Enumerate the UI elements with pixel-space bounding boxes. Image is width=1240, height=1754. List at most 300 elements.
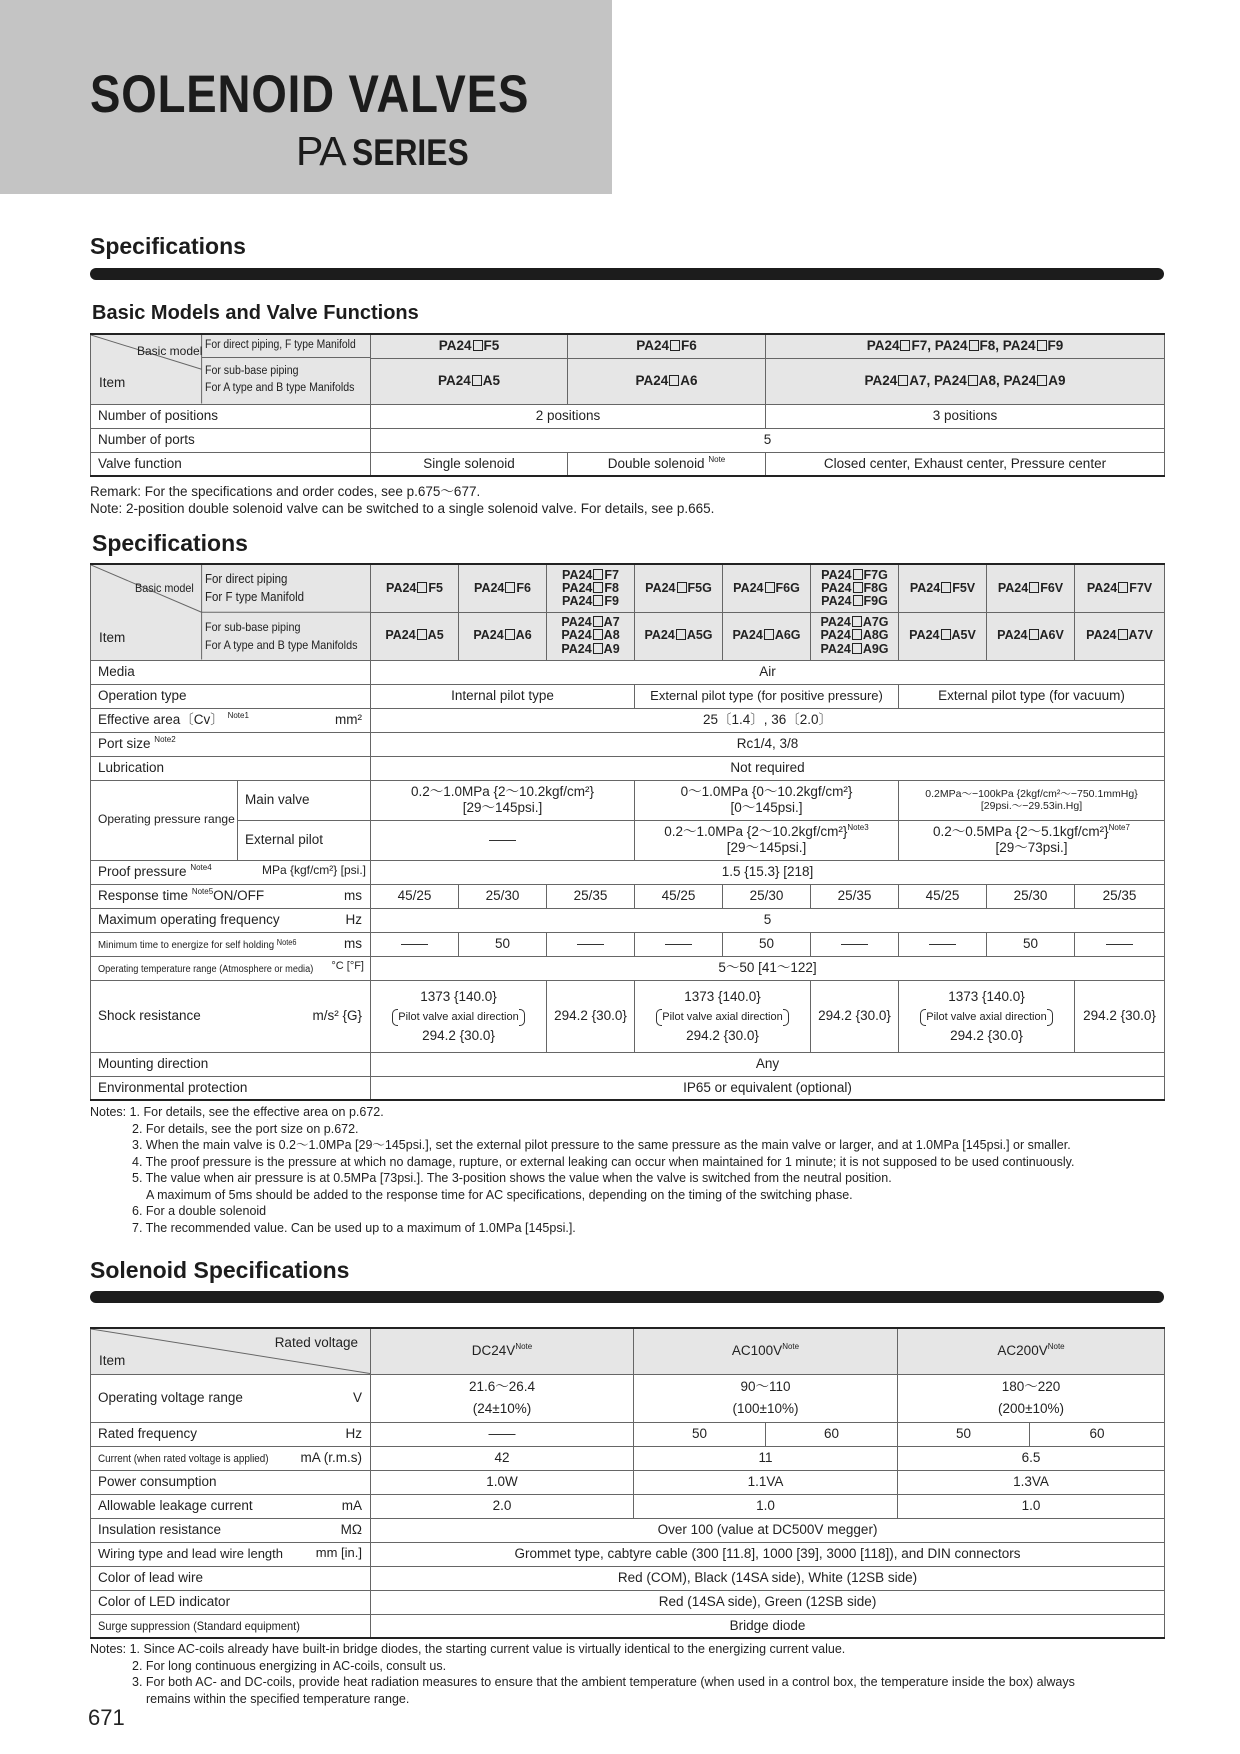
cell-value <box>899 780 1165 820</box>
freq-label: Maximum operating frequency <box>98 912 280 928</box>
item-label: Item <box>99 1353 126 1368</box>
cell-value: 25/30 <box>459 884 547 908</box>
cell-value: 45/25 <box>899 884 987 908</box>
table-row <box>91 732 1165 756</box>
value-line: 21.6～26.4 <box>468 1379 536 1395</box>
model-suffix: F7, PA24 <box>911 338 968 354</box>
section-bar <box>90 1291 1164 1303</box>
cell-value: 1.0 <box>634 1494 898 1518</box>
row-label <box>91 1494 371 1518</box>
cell-value: External pilot type (for positive pressure) <box>635 684 899 708</box>
series-title <box>296 128 487 175</box>
model-f6 <box>568 334 766 358</box>
note-line: 2. For details, see the port size on p.672. <box>132 1121 359 1136</box>
table-row <box>91 684 1165 708</box>
direct-piping-label <box>205 571 304 606</box>
blank-box-icon <box>852 643 862 654</box>
cell-value <box>634 1374 898 1422</box>
pa24-prefix: PA24 <box>1086 580 1118 595</box>
model-a5g <box>635 612 723 660</box>
pa24-prefix: PA24 <box>732 628 763 643</box>
model-suffix: F7 <box>604 567 619 582</box>
model-f6v <box>987 564 1075 612</box>
note-ref: Note6 <box>276 938 297 948</box>
unit: mA (r.m.s) <box>300 1450 362 1466</box>
cell-value: Any <box>371 1052 1165 1076</box>
model-suffix: F5G <box>687 580 712 595</box>
cell-value: 50 <box>459 932 547 956</box>
spec-notes <box>90 1104 1074 1236</box>
table-row <box>91 884 1165 908</box>
blank-box-icon <box>765 582 775 593</box>
model-suffix: A5G <box>686 628 713 643</box>
model-a6 <box>459 612 547 660</box>
cell-value <box>635 980 811 1052</box>
blank-box-icon <box>593 569 603 580</box>
model-a6 <box>568 358 766 404</box>
blank-box-icon <box>669 375 679 386</box>
axial-bracket: Pilot valve axial direction <box>392 1011 524 1024</box>
model-suffix: A5 <box>427 628 444 643</box>
blank-box-icon <box>670 340 680 351</box>
model-a5v <box>899 612 987 660</box>
row-label: Environmental protection <box>91 1076 371 1100</box>
note-line: Notes: 1. Since AC-coils already have built-in bridge diodes, the starting current value is virtually identical to the energizing current value. <box>90 1642 846 1656</box>
unit: Hz <box>345 912 362 928</box>
pa24-prefix: PA24 <box>385 628 416 643</box>
model-f7-f9 <box>547 564 635 612</box>
blank-box-icon <box>1118 629 1128 640</box>
blank-box-icon <box>968 375 978 386</box>
model-suffix: F5 <box>483 338 500 354</box>
page-number: 671 <box>88 1705 125 1730</box>
value-line: [29～145psi.] <box>726 840 807 855</box>
section-solenoid-specifications: Solenoid Specifications <box>90 1257 350 1283</box>
row-label <box>91 980 371 1052</box>
pa24-prefix: PA24 <box>636 338 669 354</box>
unit: mm [in.] <box>315 1545 362 1561</box>
cell-value: —— <box>371 1422 634 1446</box>
table-row <box>91 1614 1165 1638</box>
port-label: Port size <box>98 736 151 752</box>
model-suffix: F8, PA24 <box>979 338 1036 354</box>
basic-models-table <box>90 333 1165 477</box>
model-suffix: A6V <box>1039 628 1064 643</box>
cell-value: 5 <box>371 908 1165 932</box>
cell-value: 294.2 {30.0} <box>811 980 899 1052</box>
cell-value: Air <box>371 660 1165 684</box>
model-suffix: A8 <box>603 628 620 643</box>
cell-value: 1.0 <box>898 1494 1165 1518</box>
series-name: PA <box>296 128 346 174</box>
model-a6v <box>987 612 1075 660</box>
remark-line: Remark: For the specifications and order codes, see p.675～677. <box>90 484 481 499</box>
axial-bracket: Pilot valve axial direction <box>920 1011 1052 1024</box>
cell-value <box>635 780 899 820</box>
pa24-prefix: PA24 <box>474 580 505 595</box>
minhold-wrap <box>98 939 296 951</box>
model-a7g-a9g <box>811 612 899 660</box>
freq-label: Rated frequency <box>98 1426 198 1442</box>
model-f5 <box>371 564 459 612</box>
row-label: Power consumption <box>91 1470 371 1494</box>
cell-value <box>898 1374 1165 1422</box>
cell-value <box>371 780 635 820</box>
blank-box-icon <box>852 616 862 627</box>
note-line: 3. When the main valve is 0.2～1.0MPa [29～145psi.], set the external pilot pressure to the same pressure as the main valve or larger, and at 1.0MPa [145psi.] or smaller. <box>132 1138 1071 1152</box>
table-corner-header <box>91 1328 371 1374</box>
cell-value: IP65 or equivalent (optional) <box>371 1076 1165 1100</box>
value-line: [29psi.～−29.53in.Hg] <box>980 800 1083 812</box>
note-ref: Note5 <box>191 887 214 897</box>
note-line: 5. The value when air pressure is at 0.5MPa [73psi.]. The 3-position shows the value when the valve is switched from the neutral position. <box>132 1171 892 1185</box>
cell-value: Red (COM), Black (14SA side), White (12SB side) <box>371 1566 1165 1590</box>
pa24-prefix: PA24 <box>437 373 471 389</box>
table-row <box>91 1422 1165 1446</box>
model-suffix: A6G <box>774 628 801 643</box>
note-ref: Note3 <box>847 823 869 833</box>
note-ref: Note <box>708 454 726 464</box>
table-row <box>91 1590 1165 1614</box>
resp-label: Response time <box>98 888 189 904</box>
model-suffix: F9 <box>1047 338 1064 354</box>
row-label <box>91 908 371 932</box>
cell-value: External pilot type (for vacuum) <box>899 684 1165 708</box>
table-row <box>91 756 1165 780</box>
pa24-prefix: PA24 <box>866 338 900 354</box>
table-row <box>91 1076 1165 1100</box>
model-a6g <box>723 612 811 660</box>
col-dc24v <box>371 1328 634 1374</box>
table-row <box>91 1052 1165 1076</box>
row-label: Operation type <box>91 684 371 708</box>
pa24-prefix: PA24 <box>644 628 675 643</box>
pa24-prefix: PA24 <box>1086 628 1117 643</box>
pa24-prefix: PA24 <box>473 628 504 643</box>
cell-value: —— <box>371 820 635 860</box>
note-ref: Note4 <box>190 863 212 873</box>
pa24-prefix: PA24 <box>820 641 851 656</box>
blank-box-icon <box>1037 375 1047 386</box>
note-line: A maximum of 5ms should be added to the response time for AC specifications, depending on the timing of the switching phase. <box>146 1187 853 1202</box>
series-word: SERIES <box>351 132 469 173</box>
blank-box-icon <box>676 629 686 640</box>
row-label <box>91 956 371 980</box>
cell-value: Rc1/4, 3/8 <box>371 732 1165 756</box>
pa24-prefix: PA24 <box>635 373 669 389</box>
model-a7-a9 <box>766 358 1165 404</box>
blank-box-icon <box>853 569 863 580</box>
value-line: 0.2～0.5MPa {2～5.1kgf/cm²} <box>933 824 1109 840</box>
cell-value: 1.3VA <box>898 1470 1165 1494</box>
model-f7v <box>1075 564 1165 612</box>
pa24-prefix: PA24 <box>864 373 898 389</box>
pa24-prefix: PA24 <box>997 580 1029 595</box>
row-label: Number of ports <box>91 428 371 452</box>
row-label <box>91 860 371 884</box>
row-label: Lubrication <box>91 756 371 780</box>
minhold-label: Minimum time to energize for self holding <box>98 939 275 952</box>
model-suffix: A9 <box>603 641 620 656</box>
blank-box-icon <box>677 582 687 593</box>
cell-value: —— <box>371 932 459 956</box>
subbase-label <box>205 618 357 654</box>
table-row <box>91 1446 1165 1470</box>
note-line: remains within the specified temperature range. <box>146 1691 410 1706</box>
col-ac100v <box>634 1328 898 1374</box>
model-suffix: A7, PA24 <box>909 373 967 389</box>
subsection-basic-models: Basic Models and Valve Functions <box>92 302 419 324</box>
subbase-label-2: For A type and B type Manifolds <box>205 638 358 652</box>
cell-value: 5 <box>371 428 1165 452</box>
model-f5 <box>371 334 568 358</box>
pa24-prefix: PA24 <box>821 580 852 595</box>
pa24-prefix: PA24 <box>821 567 852 582</box>
solenoid-notes <box>90 1641 1075 1707</box>
model-suffix: A7 <box>603 615 620 630</box>
row-sublabel: External pilot <box>238 820 371 860</box>
pa24-prefix: PA24 <box>909 628 940 643</box>
cell-value: 60 <box>1030 1422 1165 1446</box>
model-suffix: F7G <box>863 567 888 582</box>
cell-value: 50 <box>987 932 1075 956</box>
value-line: [29～73psi.] <box>995 840 1068 855</box>
shock-label: Shock resistance <box>98 1008 201 1024</box>
model-suffix: A8G <box>862 628 889 643</box>
note-ref: Note <box>782 1342 800 1352</box>
cell-value: —— <box>899 932 987 956</box>
row-label: Operating pressure range <box>91 780 238 860</box>
blank-box-icon <box>417 582 427 593</box>
blank-box-icon <box>473 340 483 351</box>
blank-box-icon <box>941 582 951 593</box>
pa24-prefix: PA24 <box>561 615 592 630</box>
model-suffix: A9G <box>862 641 889 656</box>
direct-label-2: For F type Manifold <box>205 589 305 604</box>
table-row <box>91 404 1165 428</box>
col-ac200v <box>898 1328 1165 1374</box>
remarks <box>90 483 714 517</box>
subsection-specifications: Specifications <box>92 530 248 556</box>
temp-label: Operating temperature range (Atmosphere or media) <box>98 964 314 976</box>
model-suffix: F8G <box>863 580 888 595</box>
leak-label: Allowable leakage current <box>98 1498 253 1514</box>
blank-box-icon <box>852 629 862 640</box>
model-f7g-f9g <box>811 564 899 612</box>
blank-box-icon <box>900 340 910 351</box>
cell-value: 25〔1.4〕, 36〔2.0〕 <box>371 708 1165 732</box>
cell-value <box>371 1374 634 1422</box>
item-label: Item <box>99 630 126 645</box>
note-ref: Note7 <box>1108 823 1130 833</box>
ac200-label: AC200V <box>997 1343 1048 1359</box>
specifications-table <box>90 563 1165 1101</box>
value-line: [0～145psi.] <box>730 800 803 815</box>
value-line: 1373 {140.0} <box>420 988 497 1004</box>
pa24-prefix: PA24 <box>562 593 593 608</box>
note-line: Notes: 1. For details, see the effective area on p.672. <box>90 1105 384 1119</box>
subbase-label-2: For A type and B type Manifolds <box>205 381 355 394</box>
row-label <box>91 1446 371 1470</box>
resp-on: ON/OFF <box>213 888 265 904</box>
row-label <box>91 708 371 732</box>
row-label: Mounting direction <box>91 1052 371 1076</box>
remark-line: Note: 2-position double solenoid valve can be switched to a single solenoid valve. For details, see p.665. <box>90 501 715 516</box>
basic-model-label: Basic model <box>135 581 194 595</box>
cell-value: 3 positions <box>766 404 1165 428</box>
cell-value: 2.0 <box>371 1494 634 1518</box>
blank-box-icon <box>853 582 863 593</box>
blank-box-icon <box>1118 582 1128 593</box>
row-label: Valve function <box>91 452 371 476</box>
note-ref: Note <box>515 1342 533 1352</box>
row-label: Color of LED indicator <box>91 1590 371 1614</box>
row-label: Color of lead wire <box>91 1566 371 1590</box>
cell-value: 6.5 <box>898 1446 1165 1470</box>
note-line: 3. For both AC- and DC-coils, provide heat radiation measures to ensure that the ambient temperature (when used in a control box, the temperature inside the box) always <box>132 1675 1075 1689</box>
cell-value: 45/25 <box>635 884 723 908</box>
model-suffix: F8 <box>604 580 619 595</box>
cell-value: Bridge diode <box>371 1614 1165 1638</box>
cell-value: 25/30 <box>987 884 1075 908</box>
model-suffix: F6G <box>775 580 800 595</box>
unit: ms <box>344 888 362 904</box>
direct-label-1: For direct piping <box>205 572 288 586</box>
pa24-prefix: PA24 <box>645 580 676 595</box>
blank-box-icon <box>505 629 515 640</box>
pa24-prefix: PA24 <box>820 628 851 643</box>
model-a7-a9 <box>547 612 635 660</box>
row-label <box>91 884 371 908</box>
unit: ms <box>344 936 362 952</box>
proof-label: Proof pressure <box>98 864 187 880</box>
note-ref: Note <box>1047 1342 1065 1352</box>
cell-value: 60 <box>766 1422 898 1446</box>
cell-value <box>899 820 1165 860</box>
model-f7-f9 <box>766 334 1165 358</box>
unit: °C [°F] <box>331 960 364 973</box>
model-suffix: A8, PA24 <box>978 373 1037 389</box>
row-label <box>91 1374 371 1422</box>
cell-value: 2 positions <box>371 404 766 428</box>
unit: mm² <box>335 712 362 728</box>
pa24-prefix: PA24 <box>821 593 852 608</box>
pa24-prefix: PA24 <box>561 641 592 656</box>
cell-value <box>568 452 766 476</box>
blank-box-icon <box>853 595 863 606</box>
model-f5v <box>899 564 987 612</box>
unit: mA <box>341 1498 362 1514</box>
blank-box-icon <box>593 629 603 640</box>
blank-box-icon <box>1029 629 1039 640</box>
direct-piping-label: For direct piping, F type Manifold <box>205 339 356 351</box>
table-row <box>91 820 1165 860</box>
axial-bracket: Pilot valve axial direction <box>656 1011 788 1024</box>
cell-value: —— <box>1075 932 1165 956</box>
model-suffix: A5V <box>951 628 976 643</box>
cell-value: 1.1VA <box>634 1470 898 1494</box>
blank-box-icon <box>1029 582 1039 593</box>
ins-label: Insulation resistance <box>98 1522 222 1538</box>
model-suffix: F7V <box>1129 580 1153 595</box>
value-line: 0.2～1.0MPa {2～10.2kgf/cm²} <box>664 824 848 840</box>
row-label: Media <box>91 660 371 684</box>
value-line: 0.2MPa～−100kPa {2kgf/cm²～−750.1mmHg} <box>925 787 1138 800</box>
cell-value: Single solenoid <box>371 452 568 476</box>
ac100-label: AC100V <box>731 1343 783 1359</box>
value-line: 1373 {140.0} <box>948 988 1025 1004</box>
value-line: 0～1.0MPa {0～10.2kgf/cm²} <box>680 784 853 800</box>
table-row <box>91 428 1165 452</box>
value-line: 294.2 {30.0} <box>950 1027 1023 1043</box>
section-bar <box>90 268 1164 280</box>
note-ref: Note1 <box>227 711 249 721</box>
cell-value: Over 100 (value at DC500V megger) <box>371 1518 1165 1542</box>
cur-label: Current (when rated voltage is applied) <box>98 1453 269 1466</box>
unit: m/s² {G} <box>312 1008 362 1024</box>
model-suffix: F6 <box>681 338 697 354</box>
unit: MPa {kgf/cm²} [psi.] <box>261 863 366 878</box>
model-suffix: A6 <box>680 373 698 389</box>
cell-value: —— <box>811 932 899 956</box>
note-ref: Note2 <box>154 735 176 745</box>
pa24-prefix: PA24 <box>820 615 851 630</box>
value-line: (200±10%) <box>998 1401 1064 1416</box>
table-row <box>91 452 1165 476</box>
cell-value: 294.2 {30.0} <box>1075 980 1165 1052</box>
pa24-prefix: PA24 <box>733 580 764 595</box>
cell-value: 1.5 {15.3} [218] <box>371 860 1165 884</box>
cell-value: 45/25 <box>371 884 459 908</box>
pa24-prefix: PA24 <box>562 567 593 582</box>
row-label <box>91 1518 371 1542</box>
cell-value: Closed center, Exhaust center, Pressure center <box>766 452 1165 476</box>
item-label: Item <box>99 375 126 390</box>
table-corner-header <box>91 334 371 404</box>
pa24-prefix: PA24 <box>562 580 593 595</box>
value-line: 90～110 <box>740 1379 791 1395</box>
value-line: 180～220 <box>1001 1379 1061 1395</box>
table-row <box>91 660 1165 684</box>
blank-box-icon <box>1037 340 1047 351</box>
model-a5 <box>371 612 459 660</box>
model-suffix: F5V <box>952 580 976 595</box>
cell-value: 25/35 <box>1075 884 1165 908</box>
table-row <box>91 932 1165 956</box>
model-f5g <box>635 564 723 612</box>
cell-value: 25/30 <box>723 884 811 908</box>
model-f6g <box>723 564 811 612</box>
row-sublabel: Main valve <box>238 780 371 820</box>
blank-box-icon <box>417 629 427 640</box>
cell-value: 294.2 {30.0} <box>547 980 635 1052</box>
cell-value: —— <box>547 932 635 956</box>
table-row <box>91 708 1165 732</box>
blank-box-icon <box>472 375 482 386</box>
pa24-prefix: PA24 <box>438 338 472 354</box>
surge-label: Surge suppression (Standard equipment) <box>98 1618 300 1633</box>
pa24-prefix: PA24 <box>386 580 417 595</box>
solenoid-table <box>90 1327 1165 1639</box>
pa24-prefix: PA24 <box>997 628 1028 643</box>
cell-value: 50 <box>723 932 811 956</box>
cell-value: 1.0W <box>371 1470 634 1494</box>
note-line: 7. The recommended value. Can be used up to a maximum of 1.0MPa [145psi.]. <box>132 1220 576 1235</box>
table-row <box>91 956 1165 980</box>
table-row <box>91 908 1165 932</box>
table-row <box>91 1518 1165 1542</box>
row-label <box>91 1614 371 1638</box>
